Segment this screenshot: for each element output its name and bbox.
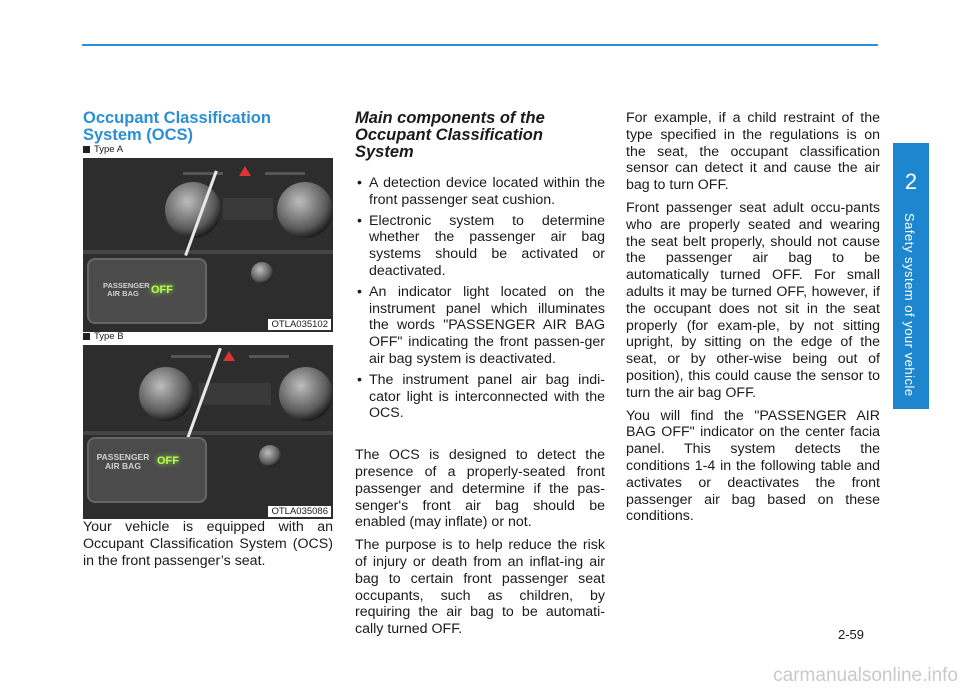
chapter-title: Safety system of your vehicle [902,213,917,397]
square-bullet-icon [83,333,90,340]
paragraph: Front passenger seat adult occu-pants who are properly seated and wearing the seat belt properly, should not cause the passenger air bag to be automatically turned OFF. For small adults it may be turned OFF, however, if the occupant does not sit in the seat properly (for exam-ple, by not sitting upright, by sitting on the edge of the seat, or by other-wise being out of position), this could cause the sensor to turn the air bag OFF. [626,199,880,401]
subsection-heading: Main components of the Occupant Classification System [355,109,545,161]
figure-type-b [83,331,333,519]
list-item: • A detection device located within the front passenger seat cushion. [355,175,605,209]
column-1-text [83,519,333,575]
indicator-inset-a: PASSENGER AIR BAG OFF [87,258,207,324]
paragraph: For example, if a child restraint of the type specified in the regulations is on the seat, the occupant classification sensor can detect it and cause the air bag to turn OFF. [626,110,880,194]
list-item: • The instrument panel air bag indi-cator light is interconnected with the OCS. [355,372,605,422]
hazard-icon [223,351,235,361]
hazard-icon [239,166,251,176]
page-number: 2-59 [838,627,865,642]
section-heading [83,110,333,144]
right-knob [277,182,333,238]
dashboard-illustration-a [83,158,333,332]
watermark[interactable]: carmanualsonline.info [773,665,958,686]
square-bullet-icon [83,146,90,153]
indicator-off-text: OFF [151,284,173,296]
section-heading-line2: System (OCS) [83,126,194,144]
figure-a-label: Type A [83,144,333,155]
chapter-tab[interactable] [893,143,929,409]
indicator-off-text: OFF [157,455,179,467]
list-item: • An indicator light located on the instrument panel which illuminates the words "PASSENGER AIR BAG OFF" indicating the front passen-ger air bag system is deactivated. [355,284,605,368]
column-3 [626,110,880,531]
figure-type-a [83,144,333,332]
dashboard-illustration-b [83,345,333,519]
figure-code: OTLA035086 [268,506,331,517]
paragraph: The OCS is designed to detect the presence of a properly-seated front passenger and determine if the pas-senger's front air bag should be enabled (may inflate) or not. [355,447,605,531]
column-2 [355,110,605,644]
left-knob [139,367,193,421]
intro-paragraph: Your vehicle is equipped with an Occupant Classification System (OCS) in the front passenger’s seat. [83,519,333,569]
column-1 [83,110,333,144]
components-list [355,175,605,422]
paragraph: The purpose is to help reduce the risk of injury or death from an inflat-ing air bag to certain front passenger seat occupants, such as children, by requiring the air bag to be automati-cally turned OFF. [355,537,605,638]
indicator-inset-b: PASSENGER AIR BAG OFF [87,437,207,503]
figure-code: OTLA035102 [268,319,331,330]
chapter-number: 2 [904,169,918,194]
right-knob [279,367,333,421]
figure-b-label: Type B [83,331,333,342]
section-heading-line1: Occupant Classification [83,109,271,127]
top-rule [82,44,878,46]
paragraph: You will find the "PASSENGER AIR BAG OFF" indicator on the center facia panel. This system detects the conditions 1-4 in the following table and activates or deactivates the front passenger air bag based on these conditions. [626,407,880,525]
list-item: • Electronic system to determine whether the passenger air bag systems should be activated or deactivated. [355,213,605,280]
